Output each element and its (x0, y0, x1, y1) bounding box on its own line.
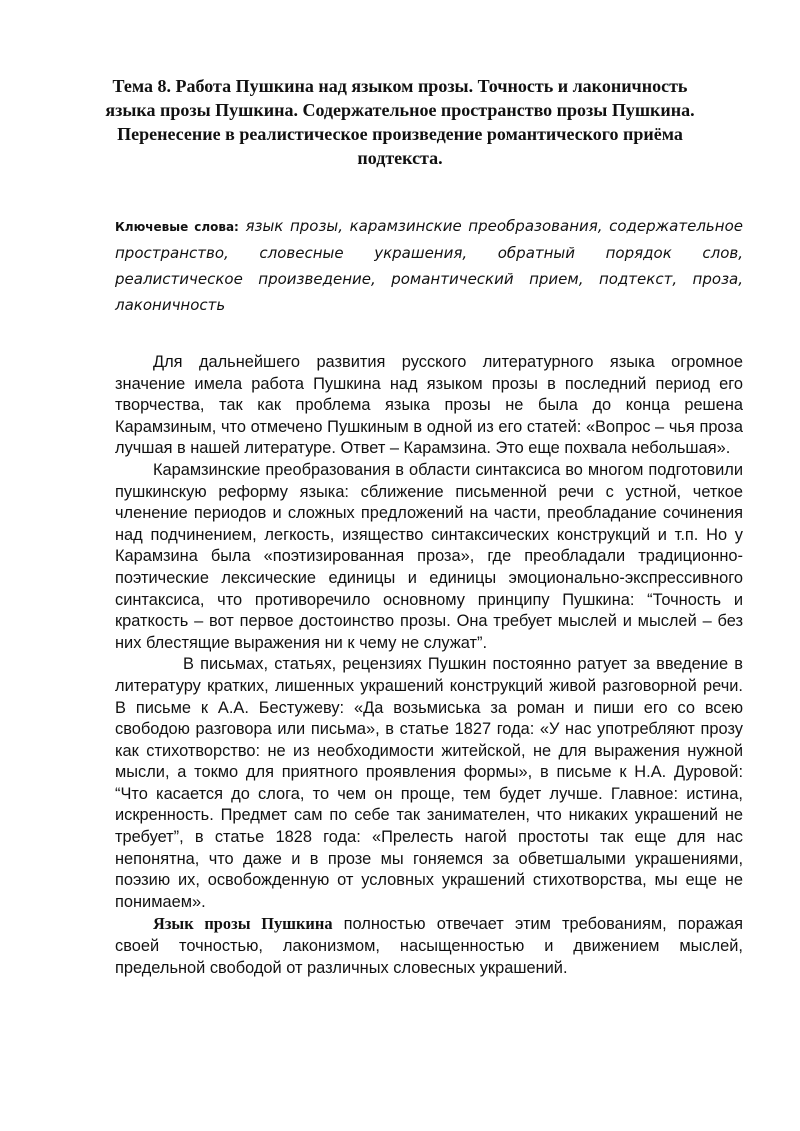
paragraph-4-rest: полностью отвечает этим требованиям, поражая своей точностью, лаконизмом, насыщенностью и движением мыслей, предельной свободой от различных словесных украшений. (115, 915, 743, 977)
keywords-block (115, 213, 743, 318)
paragraph-4-lead: Язык прозы Пушкина (153, 914, 333, 934)
keywords-label: Ключевые слова: (115, 220, 239, 234)
keywords-text: язык прозы, карамзинские преобразования, содержательное пространство, словесные украшения, обратный порядок слов, реалистическое произведение, романтический прием, подтекст, проза, лаконичность (115, 217, 743, 314)
paragraph-1: Для дальнейшего развития русского литературного языка огромное значение имела работа Пушкина над языком прозы в последний период его творчества, так как проблема языка прозы не была до конца решена Карамзиным, что отмечено Пушкиным в одной из его статей: «Вопрос – чья проза лучшая в нашей литературе. Ответ – Карамзина. Это еще похвала небольшая». (115, 353, 743, 458)
paragraph-3: В письмах, статьях, рецензиях Пушкин постоянно ратует за введение в литературу кратких, лишенных украшений конструкций живой разговорной речи. В письме к А.А. Бестужеву: «Да возьмиська за роман и пиши его со всею свободою разговора или письма», в статье 1827 года: «У нас употребляют прозу как стихотворство: не из необходимости житейской, не для выражения нужной мысли, а токмо для приятного проявления формы», в письме к Н.А. Дуровой: “Что касается до слога, то чем он проще, тем будет лучше. Главное: истина, искренность. Предмет сам по себе так занимателен, что никаких украшений не требует”, в статье 1828 года: «Прелесть нагой простоты так еще для нас непонятна, что даже и в прозе мы гоняемся за обветшалыми украшениями, поэзию их, освобожденную от условных украшений стихотворства, мы еще не понимаем». (115, 655, 743, 911)
page-title: Тема 8. Работа Пушкина над языком прозы. Точность и лаконичность языка прозы Пушкина. Содержательное пространство прозы Пушкина. Перенесение в реалистическое произведение романтического приёма подтекста. (105, 76, 695, 168)
paragraph-2: Карамзинские преобразования в области синтаксиса во многом подготовили пушкинскую реформу языка: сближение письменной речи с устной, четкое членение периодов и сложных предложений на части, преобладание сочинения над подчинением, легкость, изящество синтаксических конструкций и т.п. Но у Карамзина была «поэтизированная проза», где преобладали традиционно-поэтические лексические единицы и единицы эмоционально-экспрессивного синтаксиса, что противоречило основному принципу Пушкина: “Точность и краткость – вот первое достоинство прозы. Она требует мыслей и мыслей – без них блестящие выражения ни к чему не служат”. (115, 460, 743, 652)
paragraph-4 (115, 913, 743, 979)
body-text (115, 352, 743, 979)
